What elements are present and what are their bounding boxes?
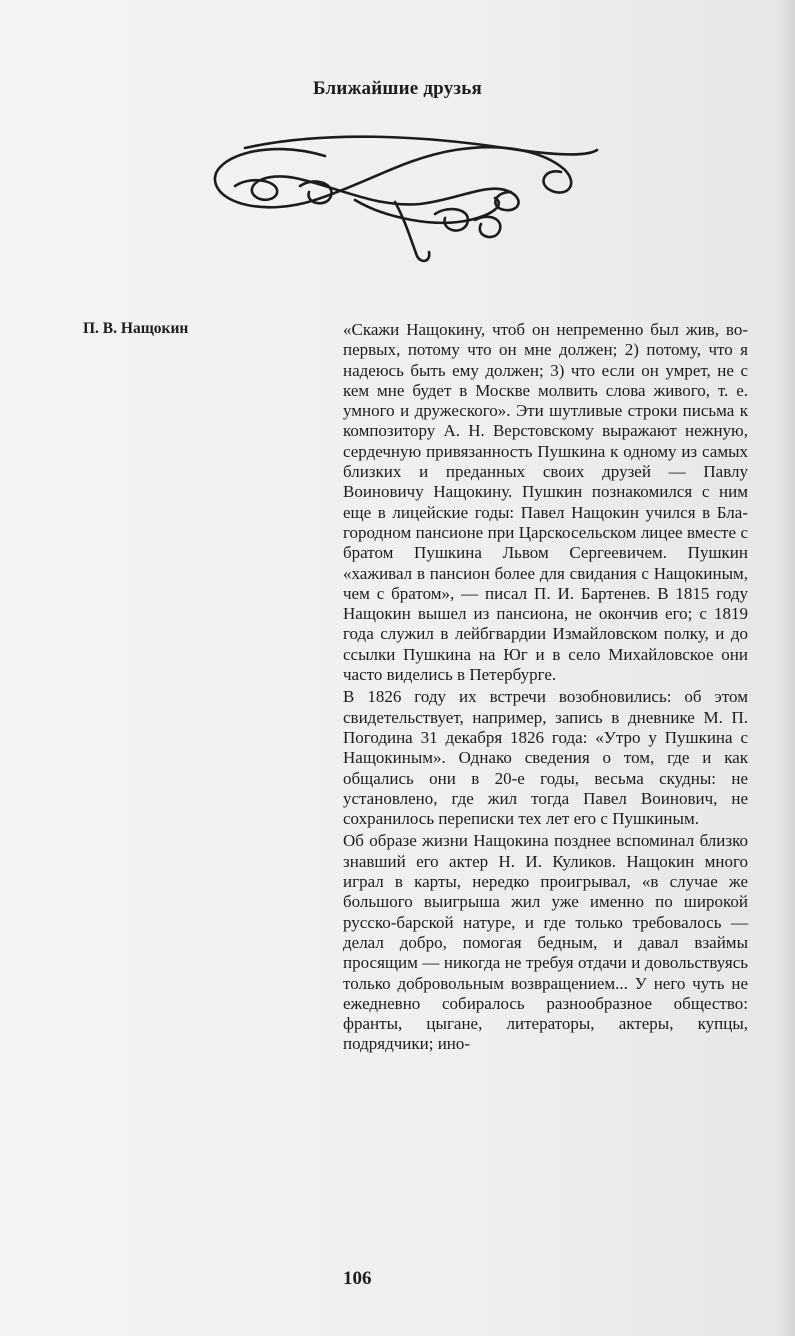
paragraph-2: В 1826 году их встречи возобновились: об этом свидетельствует, например, запись в дневнике М. П. Погодина 31 декабря 1826 года: «Утро у Пушкина с Нащокиным». Однако сведения о том, где и как общались они в 20-е годы, весьма скудны: не установлено, где жил тогда Павел Воинович, не сохранилось переписки тех лет его с Пушкиным. — [343, 687, 748, 829]
paragraph-1: «Скажи Нащокину, чтоб он непременно был жив, во-первых, потому что он мне должен; 2) потому, что я надеюсь быть ему должен; 3) что если он умрет, не с кем мне будет в Москве молвить слова живого, т. е. умного и дружеского». Эти шутливые строки письма к композитору А. Н. Верстовскому выражают нежную, сердечную привязанность Пушкина к одному из самых близких и преданных своих друзей — Павлу Воиновичу Нащокину. Пушкин познакомился с ним еще в лицейские годы: Павел Нащокин учился в Благородном пансионе при Царскосельском лицее вместе с братом Пушкина Львом Сергеевичем. Пушкин «хаживал в пансион более для свидания с Нащокиным, чем с братом», — писал П. И. Бартенев. В 1815 году Нащокин вышел из пансиона, не окончив его; с 1819 года служил в лейбгвардии Измайловском полку, и до ссылки Пушкина на Юг и в село Михайловское они часто виделись в Петербурге. — [343, 320, 748, 685]
page-number: 106 — [343, 1268, 372, 1289]
flourish-ornament-icon — [205, 128, 605, 268]
paragraph-3: Об образе жизни Нащокина позднее вспоминал близко знавший его актер Н. И. Куликов. Нащокин много играл в карты, нередко проигрывал, «в случае же большого выигрыша жил уже именно по широкой русско-барской натуре, и где только требовалось — делал добро, помогая бедным, и давал взаймы просящим — никогда не требуя отдачи и довольствуясь только добровольным возвращением... У него чуть не ежедневно собиралось разнообразное общество: франты, цыгане, литераторы, актеры, купцы, подрядчики; ино- — [343, 831, 748, 1054]
body-text — [343, 320, 748, 1057]
page-edge-shadow — [777, 0, 795, 1336]
chapter-title: Ближайшие друзья — [313, 78, 482, 99]
section-heading: П. В. Нащокин — [83, 320, 189, 337]
